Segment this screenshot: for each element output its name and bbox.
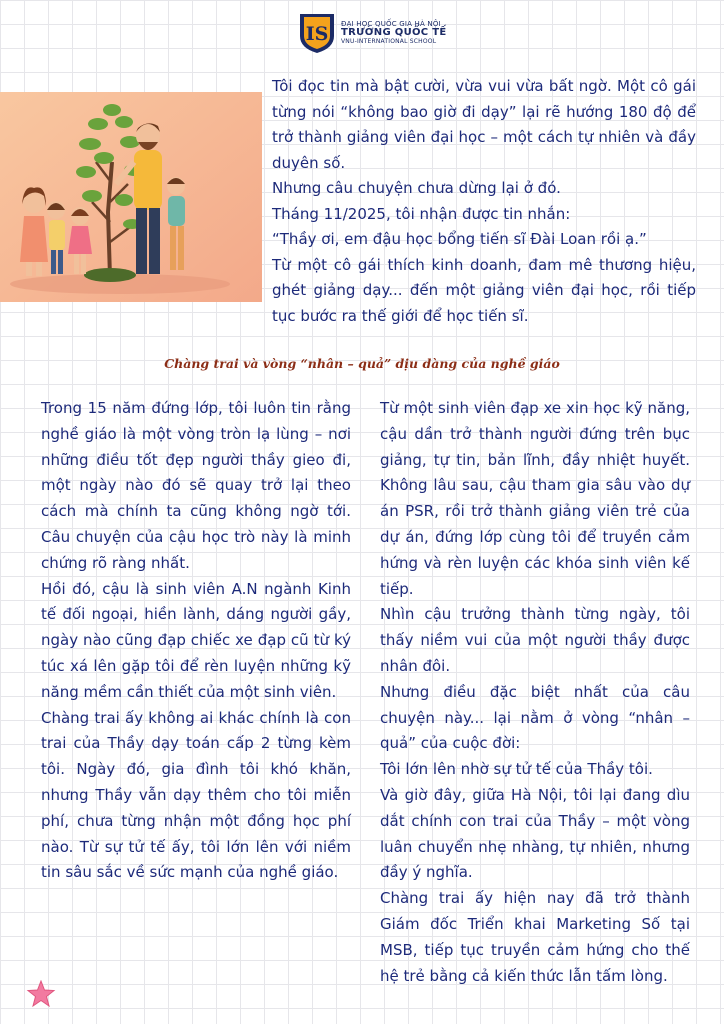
intro-paragraph: Nhưng câu chuyện chưa dừng lại ở đó.	[272, 179, 561, 197]
right-paragraph: Tôi lớn lên nhờ sự tử tế của Thầy tôi.	[380, 760, 653, 779]
left-paragraph: Chàng trai ấy không ai khác chính là con trai của Thầy dạy toán cấp 2 từng kèm tôi. Ngày đó, gia đình tôi khó khăn, nhưng Thầy vẫn dạy thêm cho tôi miễn phí, chưa từng nhận một đồng học phí nào. Từ sự tử tế ấy, tôi lớn lên với niềm tin sâu sắc về sức mạnh của nghề giáo.	[41, 708, 351, 882]
intro-paragraph: “Thầy ơi, em đậu học bổng tiến sĩ Đài Loan rồi ạ.”	[272, 230, 647, 248]
section-heading: Chàng trai và vòng “nhân – quả” dịu dàng của nghề giáo	[164, 356, 560, 371]
star-icon	[26, 980, 56, 1008]
logo-university-name: ĐẠI HỌC QUỐC GIA HÀ NỘI	[341, 19, 441, 28]
intro-paragraph: Tôi đọc tin mà bật cười, vừa vui vừa bất ngờ. Một cô gái từng nói “không bao giờ đi dạy” lại rẽ hướng 180 độ để trở thành giảng viên đại học – một cách tự nhiên và đầy duyên số.	[272, 77, 696, 172]
right-paragraph: Và giờ đây, giữa Hà Nội, tôi lại đang dìu dắt chính con trai của Thầy – một vòng luân chuyển nhẹ nhàng, tự nhiên, nhưng đầy ý nghĩa.	[380, 785, 690, 882]
family-planting-tree-illustration	[0, 92, 262, 302]
right-column	[380, 396, 690, 989]
right-paragraph: Nhưng điều đặc biệt nhất của câu chuyện này... lại nằm ở vòng “nhân – quả” của cuộc đời:	[380, 682, 690, 753]
intro-paragraph: Tháng 11/2025, tôi nhận được tin nhắn:	[272, 204, 571, 223]
left-paragraph: Hồi đó, cậu là sinh viên A.N ngành Kinh tế đối ngoại, hiền lành, dáng người gầy, ngày nào cũng đạp chiếc xe đạp cũ từ ký túc xá lên gặp tôi để rèn luyện những kỹ năng mềm cần thiết của một sinh viên.	[41, 579, 351, 701]
left-column	[41, 396, 351, 886]
right-paragraph: Nhìn cậu trưởng thành từng ngày, tôi thấy niềm vui của một người thầy được nhân đôi.	[380, 605, 690, 675]
school-shield-icon	[298, 12, 336, 54]
logo-school-english: VNU-INTERNATIONAL SCHOOL	[341, 37, 437, 45]
right-paragraph: Chàng trai ấy hiện nay đã trở thành Giám đốc Triển khai Marketing Số tại MSB, tiếp tục truyền cảm hứng cho thế hệ trẻ bằng cả kiến thức lẫn tấm lòng.	[380, 889, 690, 985]
school-logo	[298, 12, 446, 54]
intro-text	[272, 74, 696, 329]
logo-text	[341, 21, 446, 45]
logo-school-name: TRƯỜNG QUỐC TẾ	[341, 27, 447, 39]
logo-mark-text: IS	[305, 23, 329, 45]
right-paragraph: Từ một sinh viên đạp xe xin học kỹ năng, cậu dần trở thành người đứng trên bục giảng, tự tin, bản lĩnh, đầy nhiệt huyết. Không lâu sau, cậu tham gia sâu vào dự án PSR, rồi trở thành giảng viên trẻ của dự án, đứng lớp cùng tôi để truyền cảm hứng và rèn luyện các khóa sinh viên kế tiếp.	[380, 399, 690, 598]
intro-paragraph: Từ một cô gái thích kinh doanh, đam mê thương hiệu, ghét giảng dạy... đến một giảng viên đại học, rồi tiếp tục bước ra thế giới để học tiến sĩ.	[272, 255, 696, 325]
left-paragraph: Trong 15 năm đứng lớp, tôi luôn tin rằng nghề giáo là một vòng tròn lạ lùng – nơi những điều tốt đẹp người thầy gieo đi, một ngày nào đó sẽ quay trở lại theo cách mà chính ta cũng không ngờ tới. Câu chuyện của cậu học trò này là minh chứng rõ ràng nhất.	[41, 399, 351, 572]
star-shape	[28, 981, 54, 1006]
